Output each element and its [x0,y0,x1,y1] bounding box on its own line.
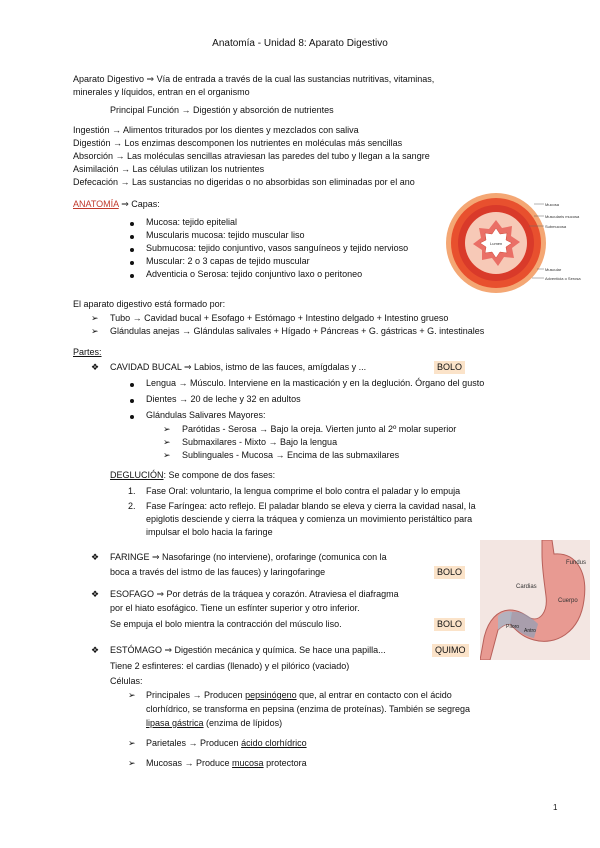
anatomia-heading [73,198,160,211]
fase-text: Fase Oral: voluntario, la lengua comprime el bolo contra el paladar y lo empuja [146,486,461,496]
parietales-line [146,737,307,750]
bullet-icon [130,274,134,278]
fase-text: Fase Faríngea: acto reflejo. El paladar blando se eleva y cierra la cavidad nasal, la [146,501,476,511]
label-cuerpo: Cuerpo [558,598,578,604]
diamond-bullet-icon: ❖ [91,362,100,372]
layer-item: Muscular: 2 o 3 capas de tejido muscular [146,256,310,266]
partes-heading: Partes: [73,347,102,357]
intro-line: minerales y líquidos, entran en el organismo [73,87,250,97]
esofago-line: Se empuja el bolo mientra la contracción del músculo liso. [110,619,342,629]
cavidad-item: Dientes → 20 de leche y 32 en adultos [146,394,301,404]
cavidad-item: Lengua → Músculo. Interviene en la masticación y en la deglución. Órgano del gusto [146,378,485,388]
formado-intro: El aparato digestivo está formado por: [73,299,226,309]
label-lumen: Lumen [490,241,503,246]
arrowhead-icon: ➢ [163,450,171,460]
process-line: Ingestión → Alimentos triturados por los dientes y mezclados con saliva [73,125,359,135]
layer-item: Adventicia o Serosa: tejido conjuntivo laxo o peritoneo [146,269,363,279]
esofago-line: por el hiato esofágico. Tiene un esfínter superior y otro inferior. [110,603,360,613]
page-title: Anatomía - Unidad 8: Aparato Digestivo [212,38,388,49]
parietales-text: Parietales → Producen [146,738,242,748]
process-line: Digestión → Los enzimas descomponen los nutrientes en moléculas más sencillas [73,138,403,148]
bullet-icon [130,399,134,403]
esofago-line: ESOFAGO ⇒ Por detrás de la tráquea y corazón. Atraviesa el diafragma [110,589,399,599]
gland-item: Parótidas - Serosa → Bajo la oreja. Vierten junto al 2º molar superior [182,424,457,434]
arrowhead-icon: ➢ [163,437,171,447]
bullet-icon [130,383,134,387]
faringe-line: boca a través del istmo de las fauces) y laringofaringe [110,567,326,577]
pepsinogeno-term: pepsinógeno [245,690,297,700]
bullet-icon [130,248,134,252]
process-line: Absorción → Las moléculas sencillas atraviesan las paredes del tubo y llegan a la sangre [73,151,430,161]
deglucion-heading [110,469,275,482]
label-piloro: Píloro [506,624,520,630]
label-mucosa: Mucosa [545,202,560,207]
label-cardias: Cardias [516,584,537,590]
principales-text: que, al entrar en contacto con el ácido [296,690,452,700]
principales-text: Principales → Producen [146,690,246,700]
bullet-icon [130,235,134,239]
estomago-line: Tiene 2 esfinteres: el cardias (llenado) y el pilórico (vaciado) [110,661,350,671]
stomach-diagram [480,540,590,660]
anatomia-title: ANATOMÍA [73,199,119,209]
label-antro: Antro [524,628,536,634]
gland-item: Sublinguales - Mucosa → Encima de las submaxilares [182,450,400,460]
page-number: 1 [553,803,558,812]
fase-number: 1. [128,486,136,496]
arrowhead-icon: ➢ [163,424,171,434]
gut-layers-diagram [404,190,589,295]
principal-function: Principal Función → Digestión y absorción de nutrientes [110,105,334,115]
arrowhead-icon: ➢ [128,690,136,700]
intro-line: Aparato Digestivo ⇒ Vía de entrada a través de la cual las sustancias nutritivas, vitaminas, [73,74,435,84]
layer-item: Muscularis mucosa: tejido muscular liso [146,230,305,240]
mucosa-term: mucosa [232,758,264,768]
lipasa-term: lipasa gástrica [146,718,204,728]
label-submucosa: Submucosa [545,224,567,229]
mucosas-text: protectora [263,758,307,768]
estomago-line: ESTÓMAGO ⇒ Digestión mecánica y química. Se hace una papilla... [110,645,386,655]
faringe-line: FARINGE ⇒ Nasofaringe (no interviene), orofaringe (comunica con la [110,552,387,562]
mucosas-text: Mucosas → Produce [146,758,233,768]
process-line: Asimilación → Las células utilizan los nutrientes [73,164,265,174]
fase-text-cont: epiglotis desciende y cierra la tráquea y comienza un movimiento peristáltico para [146,514,473,524]
gland-item: Submaxilares - Mixto → Bajo la lengua [182,437,338,447]
bolo-tag: BOLO [434,618,465,631]
principales-line: clorhídrico, se transforma en pepsina (enzima de proteínas). También se segrega [146,704,471,714]
label-fundus: Fundus [566,560,587,566]
formado-item: Tubo → Cavidad bucal + Esofago + Estómago + Intestino delgado + Intestino grueso [110,313,449,323]
quimo-tag: QUIMO [432,644,469,657]
arrowhead-icon: ➢ [91,313,99,323]
fase-number: 2. [128,501,136,511]
layer-item: Submucosa: tejido conjuntivo, vasos sanguíneos y tejido nervioso [146,243,409,253]
principales-line [146,717,282,730]
mucosas-line [146,757,307,770]
diamond-bullet-icon: ❖ [91,552,100,562]
bolo-tag: BOLO [434,361,465,374]
anatomia-suffix: ⇒ Capas: [118,199,160,209]
bullet-icon [130,261,134,265]
label-muscularis: Muscularis mucosa [545,214,580,219]
process-line: Defecación → Las sustancias no digeridas o no absorbidas son eliminadas por el ano [73,177,415,187]
bullet-icon [130,222,134,226]
acido-term: ácido clorhídrico [241,738,307,748]
deglucion-suffix: : Se compone de dos fases: [163,470,276,480]
diamond-bullet-icon: ❖ [91,645,100,655]
diamond-bullet-icon: ❖ [91,589,100,599]
arrowhead-icon: ➢ [128,758,136,768]
label-adventicia: Adventicia o Serosa [545,276,581,281]
cavidad-title: CAVIDAD BUCAL ⇒ Labios, istmo de las fauces, amígdalas y ... [110,362,367,372]
cavidad-item: Glándulas Salivares Mayores: [146,410,266,420]
layer-item: Mucosa: tejido epitelial [146,217,238,227]
deglucion-title: DEGLUCIÓN [110,470,164,480]
arrowhead-icon: ➢ [128,738,136,748]
formado-item: Glándulas anejas → Glándulas salivales + Hígado + Páncreas + G. gástricas + G. intestinales [110,326,485,336]
label-muscular: Muscular [545,267,562,272]
bullet-icon [130,415,134,419]
principales-line [146,689,452,702]
principales-text: (enzima de lípidos) [203,718,283,728]
arrowhead-icon: ➢ [91,326,99,336]
bolo-tag: BOLO [434,566,465,579]
celulas-heading: Células: [110,676,143,686]
fase-text-cont: impulsar el bolo hacia la faringe [146,527,273,537]
